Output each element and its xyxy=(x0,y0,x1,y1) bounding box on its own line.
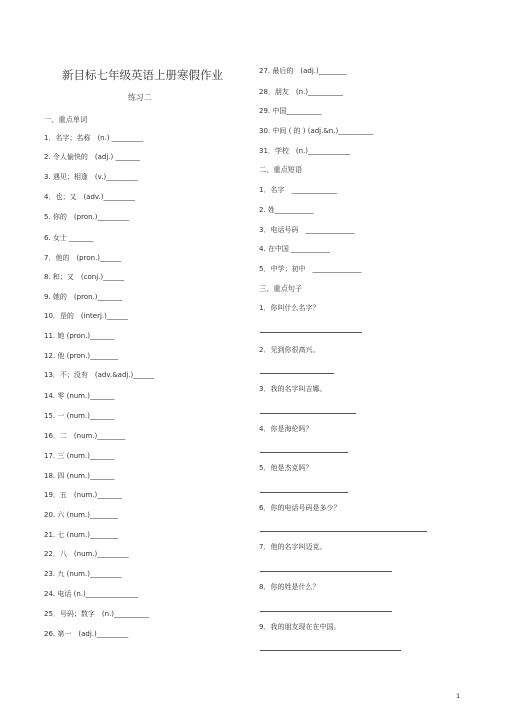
answer-blank xyxy=(260,373,334,374)
word-item: 5. 你的 (pron.)_________ xyxy=(44,213,129,221)
word-item: 6. 女士 _______ xyxy=(44,234,94,242)
word-item: 24. 电话 (n.)_______________ xyxy=(44,590,139,598)
page-title: 新目标七年级英语上册寒假作业 xyxy=(62,68,223,82)
word-item: 2. 令人愉快的 (adj.) _______ xyxy=(44,153,140,161)
answer-blank xyxy=(260,650,401,651)
word-item: 21. 七 (num.)________ xyxy=(44,531,118,539)
word-item: 28．朋友 (n.)__________ xyxy=(259,88,344,96)
word-item: 22．八 (num.)_________ xyxy=(44,550,129,558)
answer-blank xyxy=(260,571,392,572)
word-item: 20. 六 (num.)________ xyxy=(44,511,118,519)
sentence-item: 5．他是杰克吗？ xyxy=(259,464,313,472)
sentence-item: 2．见到你很高兴。 xyxy=(259,346,320,354)
phrase-item: 4. 在中国 ___________ xyxy=(259,245,330,253)
word-item: 8. 和；又 (conj.)______ xyxy=(44,273,125,281)
phrase-item: 1．名字 _____________ xyxy=(259,186,337,194)
word-item: 4．也；又 (adv.)_________ xyxy=(44,193,135,201)
word-item: 7．他的 (pron.)______ xyxy=(44,254,122,262)
word-item: 3. 遇见；相逢 (v.)_________ xyxy=(44,173,138,181)
word-item: 9. 她的 (pron.)_______ xyxy=(44,293,122,301)
answer-blank xyxy=(260,531,427,532)
sentence-item: 3．我的名字叫吉娜。 xyxy=(259,385,327,393)
phrase-item: 2. 姓___________ xyxy=(259,206,314,214)
sentence-item: 7．他的名字叫迈克。 xyxy=(259,543,327,551)
word-item: 1．名字；名称 (n.) _________ xyxy=(44,134,144,142)
word-item: 13．不；没有 (adv.&adj.)______ xyxy=(44,371,155,379)
answer-blank xyxy=(260,492,348,493)
word-item: 10．是的 (interj.)______ xyxy=(44,312,128,320)
answer-blank xyxy=(260,413,356,414)
answer-blank xyxy=(260,332,362,333)
word-item: 31．学校 (n.)____________ xyxy=(259,147,351,155)
word-item: 27. 最后的 (adj.)________ xyxy=(259,67,347,75)
word-item: 17. 三 (num.)_______ xyxy=(44,452,115,460)
answer-blank xyxy=(260,452,348,453)
section-heading-sentences: 三、重点句子 xyxy=(259,284,303,293)
word-item: 23. 九 (num.)_________ xyxy=(44,570,122,578)
word-item: 14. 零 (num.)_______ xyxy=(44,392,115,400)
word-item: 18. 四 (num.)_______ xyxy=(44,472,115,480)
phrase-item: 3．电话号码 ______________ xyxy=(259,226,355,234)
page-number: 1 xyxy=(456,692,461,700)
sentence-item: 1．你叫什么名字？ xyxy=(259,304,320,312)
word-item: 12. 他 (pron.)________ xyxy=(44,352,119,360)
section-heading-phrases: 二、重点短语 xyxy=(259,165,303,174)
answer-blank xyxy=(260,611,392,612)
word-item: 11. 她 (pron.)_______ xyxy=(44,332,115,340)
sentence-item: 9．我的朋友现在在中国。 xyxy=(259,623,341,631)
word-item: 29. 中国__________ xyxy=(259,107,322,115)
section-heading-words: 一、重点单词 xyxy=(44,115,88,124)
sentence-item: 4．你是海伦吗？ xyxy=(259,425,313,433)
phrase-item: 5．中学；初中 ______________ xyxy=(259,265,362,273)
word-item: 16．二 (num.)________ xyxy=(44,432,126,440)
word-item: 15. 一 (num.)_______ xyxy=(44,412,115,420)
word-item: 19．五 (num.)_______ xyxy=(44,491,122,499)
sentence-item: 6．你的电话号码是多少？ xyxy=(259,504,341,512)
page-subtitle: 练习二 xyxy=(128,93,152,102)
word-item: 26. 第一 (adj.)_________ xyxy=(44,630,129,638)
word-item: 25．号码；数字 (n.)__________ xyxy=(44,610,150,618)
word-item: 30. 中间 ( 的 ) (adj.&n.)__________ xyxy=(259,127,374,135)
sentence-item: 8．你的姓是什么？ xyxy=(259,583,320,591)
